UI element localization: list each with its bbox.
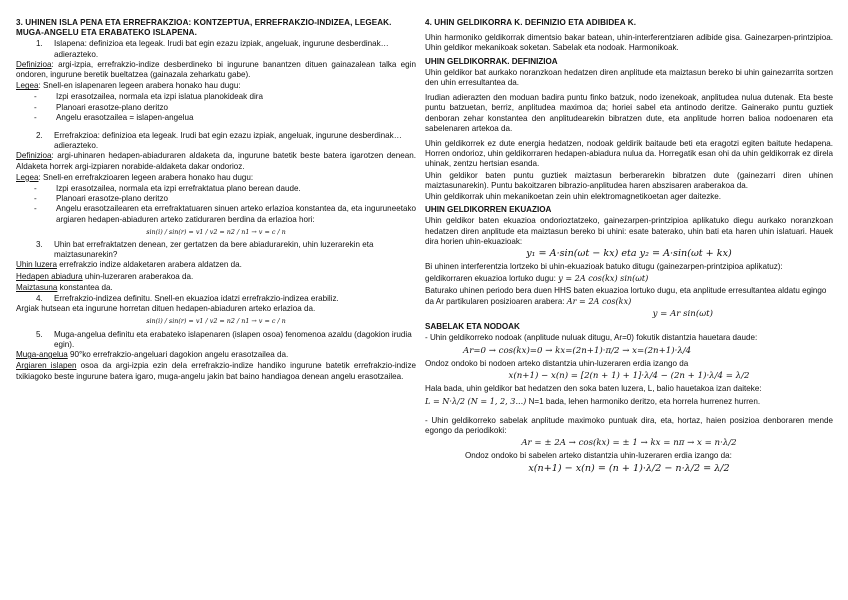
- question-1: [36, 39, 416, 59]
- paragraph-with-equation: [425, 286, 833, 307]
- answer-text: konstantea da.: [57, 282, 113, 292]
- list-item: - Angelu erasotzailea = islapen-angelua: [34, 112, 194, 122]
- antinode-position-equation: Ar = ± 2A → cos(kx) = ± 1 → kx = nπ → x = n·λ/2: [521, 438, 737, 449]
- law-item: Angelu erasotzailea = islapen-angelua: [56, 112, 194, 122]
- question-2: [36, 131, 416, 151]
- answer-label: Muga-angelua: [16, 350, 68, 360]
- answer-text: 90°ko errefrakzio-angeluari dagokion angelu erasotzailea da.: [67, 350, 289, 360]
- paragraph: Bi uhinen interferentzia lortzeko bi uhin-ekuazioak batuko ditugu (gainezarpen-printzipioa aplikatuz):: [425, 262, 783, 272]
- question-5-number: 5.: [36, 329, 43, 339]
- paragraph: Ondoz ondoko bi nodoen arteko distantzia uhin-luzeraren erdia izango da: [425, 358, 689, 368]
- refractive-index-answer: Argiak hutsean eta ingurune horretan dituen hedapen-abiaduren arteko erlazioa da.: [16, 304, 316, 314]
- amplitude-equation: Ar = 2A cos(kx): [566, 295, 632, 306]
- right-column: [425, 18, 833, 477]
- paragraph-with-equation: [425, 273, 833, 284]
- question-5: [36, 330, 416, 350]
- paragraph: Uhin geldikor baten ekuazioa ondorioztatzeko, gainezarpen-printzipioa aplikatuko diegu aurkako noranzkoan hedatzen diren anplitude eta maiztasun bereko bi uhini: esate baterako, uhin bati eta haren uhin islatuari. Hauek dira horien uhin-ekuazioak:: [425, 216, 833, 246]
- standing-wave-equation: y = 2A cos(kx) sin(ωt): [558, 273, 649, 284]
- refraction-definition: [16, 151, 416, 171]
- paragraph: Hala bada, uhin geldikor bat hedatzen den soka baten luzera, L, balio hauetakoa izan daiteke:: [425, 384, 762, 394]
- question-5-text: Muga-angelua definitu eta erabateko islapenaren (islapen osoa) fenomenoa azaldu (dagokion irudia egin).: [54, 329, 412, 349]
- string-length-equation: L = N·λ/2 (N = 1, 2, 3...): [425, 395, 527, 406]
- question-1-text: Islapena: definizioa eta legeak. Irudi bat egin ezazu izpiak, angeluak, ingurune desberdinak…adierazteko.: [54, 39, 389, 59]
- wave-equations: y₁ = A·sin(ωt − kx) eta y₂ = A·sin(ωt + kx): [526, 248, 732, 260]
- answer-speed: [16, 272, 416, 282]
- paragraph: Uhin geldikor bat aurkako noranzkoan hedatzen diren anplitude eta maiztasun bereko bi uhin gainezarrita sortzen den uhin erresultantea da.: [425, 67, 833, 88]
- paragraph: - Uhin geldikorreko nodoak (anplitude nuluak ditugu, Ar=0) fokutik distantzia hauetara daude:: [425, 333, 758, 343]
- answer-label: Maiztasuna: [16, 282, 58, 292]
- section-3-title: 3. UHINEN ISLA PENA ETA ERREFRAKZIOA: KONTZEPTUA, ERREFRAKZIO-INDIZEA, LEGEAK. MUGA-ANGELU ETA ERABATEKO ISLAPENA.: [16, 18, 392, 38]
- answer-text: errefrakzio indize aldaketaren arabera aldatzen da.: [56, 260, 242, 270]
- question-4-number: 4.: [36, 294, 43, 304]
- list-item: - Izpi erasotzailea, normala eta izpi errefraktatua plano berean daude.: [34, 184, 301, 194]
- paragraph-text: geldikorraren ekuazioa lortuko dugu:: [425, 274, 559, 284]
- law-item: Planoari erasotze-plano deritzo: [56, 102, 169, 112]
- snell-formula-index: sin(i) / sin(r) = v1 / v2 = n2 / n1 → v = c / n: [146, 317, 286, 326]
- reflection-law-intro: [16, 81, 416, 91]
- law-item: Izpi erasotzailea, normala eta izpi errefraktatua plano berean daude.: [56, 184, 301, 194]
- law-label: Legea: [16, 81, 39, 91]
- standing-wave-equation-heading: UHIN GELDIKORREN EKUAZIOA: [425, 205, 552, 215]
- law-label: Legea: [16, 172, 39, 182]
- law-item: Angelu erasotzailearen eta errefraktatuaren sinuen arteko erlazioa konstantea da, eta inguruneetako argiaren hedapen-abiaduren arteko zatiduraren berdina da erlazioa hori:: [56, 204, 416, 224]
- string-length-line: [425, 396, 833, 407]
- definition-label: Definizioa: [16, 151, 52, 161]
- answer-label: Argiaren islapen: [16, 361, 77, 371]
- section-4-title: 4. UHIN GELDIKORRA K. DEFINIZIO ETA ADIBIDEA K.: [425, 18, 637, 27]
- list-item: - Planoari erasotze-plano deritzo: [34, 194, 169, 204]
- refraction-law-intro: [16, 173, 416, 183]
- law-text: : Snell-en errefrakzioaren legeen arabera honako hau dugu:: [38, 172, 254, 182]
- question-2-number: 2.: [36, 131, 43, 141]
- law-text: : Snell-en islapenaren legeen arabera honako hau dugu:: [38, 81, 241, 91]
- answer-frequency: [16, 283, 416, 293]
- list-item: - Izpi erasotzailea, normala eta izpi islatua planokideak dira: [34, 92, 263, 102]
- antinode-distance-equation: x(n+1) − x(n) = (n + 1)·λ/2 − n·λ/2 = λ/2: [528, 462, 730, 474]
- question-3-text: Uhin bat errefraktatzen denean, zer gertatzen da bere abiadurarekin, uhin luzerarekin eta maiztasunarekin?: [54, 240, 374, 260]
- node-position-equation: Ar=0 → cos(kx)=0 → kx=(2n+1)·π/2 → x=(2n+1)·λ/4: [463, 345, 692, 356]
- answer-label: Uhin luzera: [16, 260, 57, 270]
- paragraph: Uhin geldikor baten puntu guztiek maiztasun berberarekin bibratzen dute (gainezarri diren uhinen maiztasunarekin). Puntu bakoitzaren bibrazio-anplitudea haren abszisaren araberakoa da.: [425, 170, 833, 190]
- question-3: [36, 240, 416, 260]
- definition-text: : argi-uhinaren hedapen-abiaduraren aldaketa da, ingurune batetik beste batera igarotzen denean. Aldaketa horrek argi-izpiaren norabide-aldaketa dakar ondorioz.: [16, 151, 416, 171]
- paragraph: Irudian adierazten den moduan badira puntu finko batzuk, nodo izenekoak, anplitudea nulua dutenak. Eta beste puntu batzuetan, berriz, anplitudea maximoa da; horiei sabel eta antinodo deritze. Gainerako puntu guztiek denboran zehar konstantea den anplitudearekin bibratzen dute, eta anplitude horren balioa nodoenaren eta sabelenaren artekoa da.: [425, 93, 833, 133]
- question-4: [36, 294, 416, 304]
- law-item: Planoari erasotze-plano deritzo: [56, 194, 169, 204]
- standing-waves-definition-heading: UHIN GELDIKORRAK. DEFINIZIOA: [425, 56, 558, 66]
- answer-text: osoa da argi-izpia ezin dela errefrakzio-indize handiko ingurune batetik errefrakzio-indize txikiagoko beste ingurune batera igaro, muga-angelu jakin bat baino handiagoa denean angelu erasotzailea.: [16, 361, 416, 381]
- paragraph: Uhin geldikorrak uhin mekanikoetan zein uhin elektromagnetikoetan ager daitezke.: [425, 192, 722, 202]
- paragraph: Uhin geldikorrek ez dute energia hedatzen, nodoak geldirik baitaude beti eta eragotzi egiten baitute hedapena. Horren ondorioz, uhin geldikorraren hedapen-abiadura nulua da. Horregatik esan ohi da uhin geldikorrak ez direla uhinak, zentzu hertsian esanda.: [425, 139, 833, 169]
- answer-label: Hedapen abiadura: [16, 271, 83, 281]
- law-item: Izpi erasotzailea, normala eta izpi islatua planokideak dira: [56, 92, 263, 102]
- definition-text: : argi-izpia, errefrakzio-indize desberdineko bi ingurune banantzen dituen gainazalean talka egin ondoren, ingurune beretik bueltatzea (gainazala zeharkatu gabe).: [16, 59, 416, 80]
- list-item: - Planoari erasotze-plano deritzo: [34, 102, 169, 112]
- nodes-antinodes-heading: SABELAK ETA NODOAK: [425, 322, 520, 332]
- question-1-number: 1.: [36, 39, 43, 49]
- reflection-definition: [16, 60, 416, 80]
- question-2-text: Errefrakzioa: definizioa eta legeak. Irudi bat egin ezazu izpiak, angeluak, ingurune desberdinak…adierazteko.: [54, 131, 402, 151]
- critical-angle-answer: [16, 350, 416, 360]
- snell-formula: sin(i) / sin(r) = v1 / v2 = n2 / n1 → v = c / n: [146, 227, 286, 236]
- definition-label: Definizioa: [16, 59, 52, 69]
- total-reflection-answer: [16, 361, 416, 381]
- answer-text: uhin-luzeraren araberakoa da.: [82, 271, 194, 281]
- shm-equation: y = Ar sin(ωt): [652, 309, 713, 320]
- paragraph: Ondoz ondoko bi sabelen arteko distantzia uhin-luzeraren erdia izango da:: [465, 451, 732, 461]
- list-item: - Angelu erasotzailearen eta errefraktatuaren sinuen arteko erlazioa konstantea da, eta inguruneetako argiaren hedapen-abiaduren arteko zatiduraren berdina da erlazioa hori:: [34, 204, 416, 224]
- node-distance-equation: x(n+1) − x(n) = [2(n + 1) + 1]·λ/4 − (2n + 1)·λ/4 = λ/2: [508, 371, 750, 382]
- answer-wavelength: [16, 260, 416, 270]
- section-4-intro: Uhin harmoniko geldikorrak dimentsio bakar batean, uhin-interferentziaren adibide gisa. Gainezarpen-printzipioa. Uhin geldikor mekanikoak soketan. Sabelak eta nodoak. Harmonikoak.: [425, 33, 833, 53]
- paragraph-text: N=1 bada, lehen harmoniko deritzo, eta horrela hurrenez hurren.: [526, 396, 761, 406]
- paragraph: - Uhin geldikorreko sabelak anplitude maximoko puntuak dira, eta, hortaz, haien posizioa denboraren mende egongo da periodikoki:: [425, 415, 833, 435]
- paragraph-text: Baturako uhinen periodo bera duen HHS baten ekuazioa lortuko dugu, eta anplitude erresultantea aldatu egingo da Ar partikularen posizioaren arabera:: [425, 285, 827, 306]
- question-4-text: Errefrakzio-indizea definitu. Snell-en ekuazioa idatzi errefrakzio-indizea erabiliz.: [54, 294, 339, 304]
- left-column: [16, 18, 416, 383]
- question-3-number: 3.: [36, 240, 43, 250]
